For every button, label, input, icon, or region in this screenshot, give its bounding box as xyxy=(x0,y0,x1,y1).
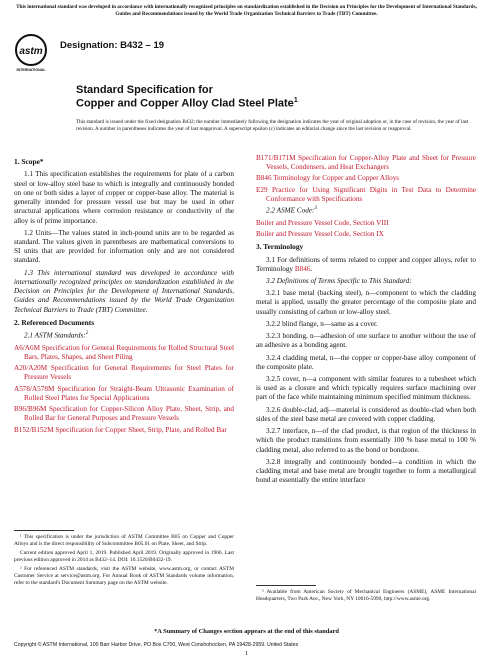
para-3-2-3: 3.2.3 bonding, n—adhesion of one surface to another without the use of an adhesive as a bonding agent. xyxy=(256,332,476,350)
astm-logo-icon xyxy=(14,33,48,73)
terminology-heading: 3. Terminology xyxy=(256,242,304,252)
footnote-3: ³ Available from American Society of Mechanical Engineers (ASME), ASME International Headquarters, Two Park Ave., New York, NY 10016-5990, http://www.asme.org. xyxy=(256,589,476,603)
ref-item[interactable] xyxy=(14,405,234,423)
ref-item[interactable] xyxy=(256,154,476,172)
left-column xyxy=(14,154,234,437)
para-1-3: 1.3 This international standard was developed in accordance with internationally recognized principles on standardization established in the Decision on Principles for the Development of International Standards, Guides and Recommendations issued by the World Trade Organization Technical Barriers to Trade (TBT) Committee. xyxy=(14,268,234,314)
left-footnotes xyxy=(14,530,234,589)
footnote-mark-3: 3 xyxy=(314,206,317,212)
scope-heading: 1. Scope* xyxy=(14,157,44,166)
ref-item[interactable] xyxy=(256,186,476,204)
summary-of-changes-note: *A Summary of Changes section appears at the end of this standard xyxy=(154,628,339,635)
tbt-notice: This international standard was developed in accordance with internationally recognized principles on standardization established in the Decision on Principles for the Development of International Standards, Guides and Recommendations issued by the World Trade Organization Technical Barriers to Trade (TBT) Committee. xyxy=(16,4,477,17)
astm-standards-label: 2.1 ASTM Standards: xyxy=(24,331,86,340)
footnote-1: ¹ This specification is under the jurisdiction of ASTM Committee B05 on Copper and Copper Alloys and is the direct responsibility of Subcommittee B05.01 on Plate, Sheet, and Strip. xyxy=(14,534,234,548)
ref-title[interactable]: Specification for Straight-Beam Ultrasonic Examination of Rolled Steel Plates for Special Applications xyxy=(24,384,234,402)
document-title xyxy=(76,84,298,111)
ref-code[interactable]: B152/B152M xyxy=(14,425,54,434)
para-2-1 xyxy=(14,331,234,341)
ref-item[interactable] xyxy=(14,426,234,435)
ref-title[interactable]: Specification for Copper-Alloy Plate and Sheet for Pressure Vessels, Condensers, and Heat Exchangers xyxy=(266,154,476,172)
para-3-2-4: 3.2.4 cladding metal, n—the copper or copper-base alloy component of the composite plate. xyxy=(256,353,476,371)
para-3-2-5: 3.2.5 cover, n—a component with similar features to a tubesheet which is used as a closure and which typically requires surface machining over part of the face while maintaining minimum specified minimum thickness. xyxy=(256,375,476,402)
para-3-2: 3.2 Definitions of Terms Specific to This Standard: xyxy=(266,277,412,286)
issued-note: This standard is issued under the fixed designation B432; the number immediately following the designation indicates the year of original adoption or, in the case of revision, the year of last revision. A number in parentheses indicates the year of last reapproval. A superscript epsilon (ε) indicates an editorial change since the last revision or reapproval. xyxy=(76,119,469,132)
ref-code[interactable]: B96/B96M xyxy=(14,405,47,414)
referenced-documents-heading: 2. Referenced Documents xyxy=(14,317,95,327)
para-2-2 xyxy=(256,206,476,216)
ref-title[interactable]: Specification for General Requirements for Rolled Structural Steel Bars, Plates, Shapes, and Sheet Piling xyxy=(24,343,234,362)
asme-ref-section-ix[interactable]: Boiler and Pressure Vessel Code, Section IX xyxy=(256,229,384,238)
footnote-mark-2: 2 xyxy=(85,331,89,337)
asme-code-label: 2.2 ASME Code: xyxy=(266,206,315,215)
svg-text:INTERNATIONAL: INTERNATIONAL xyxy=(16,68,46,72)
ref-code[interactable]: B171/B171M xyxy=(256,154,296,162)
title-line-2 xyxy=(76,97,298,111)
para-3-2-1: 3.2.1 base metal (backing steel), n—component to which the cladding metal is applied, usually the greater percentage of the composite plate and usually consisting of carbon or low-alloy steel. xyxy=(256,289,476,316)
ref-item[interactable] xyxy=(14,364,234,382)
ref-code[interactable]: A20/A20M xyxy=(14,364,48,373)
ref-item[interactable] xyxy=(14,385,234,403)
copyright: Copyright © ASTM International, 100 Barr Harbor Drive, PO Box C700, West Conshohocken, PA 19428-2959. United States xyxy=(14,642,299,648)
ref-code[interactable]: A6/A6M xyxy=(14,343,40,352)
designation: Designation: B432 – 19 xyxy=(60,40,165,51)
ref-code[interactable]: A578/A578M xyxy=(14,384,55,393)
asme-ref-section-viii[interactable]: Boiler and Pressure Vessel Code, Section VIII xyxy=(256,218,389,227)
footnote-2: ² For referenced ASTM standards, visit the ASTM website, www.astm.org, or contact ASTM Customer Service at service@astm.org. For Annual Book of ASTM Standards volume information, refer to the standard's Document Summary page on the ASTM website. xyxy=(14,566,234,587)
footnote-1-edition: Current edition approved April 1, 2019. Published April 2019. Originally approved in 1966. Last previous edition approved in 2014 as B432–14. DOI: 10.1520/B0432-19. xyxy=(14,550,234,564)
b846-link[interactable]: B846 xyxy=(294,264,311,273)
page-number: 1 xyxy=(244,650,249,657)
right-column xyxy=(256,154,476,488)
ref-title[interactable]: Terminology for Copper and Copper Alloys xyxy=(271,174,400,183)
para-3-1 xyxy=(256,256,476,274)
ref-code[interactable]: B846 xyxy=(256,174,272,183)
ref-item[interactable] xyxy=(256,174,476,183)
ref-title[interactable]: Specification for General Requirements for Steel Plates for Pressure Vessels xyxy=(24,364,234,382)
ref-title[interactable]: Specification for Copper Sheet, Strip, Plate, and Rolled Bar xyxy=(53,425,227,434)
title-footnote-mark: 1 xyxy=(293,97,298,105)
ref-item[interactable] xyxy=(14,344,234,362)
para-1-2: 1.2 Units—The values stated in inch-pound units are to be regarded as standard. The values given in parentheses are mathematical conversions to SI units that are provided for information only and are not considered standard. xyxy=(14,228,234,265)
para-3-2-2: 3.2.2 blind flange, n—same as a cover. xyxy=(266,319,378,328)
right-footnotes xyxy=(256,585,476,605)
para-3-2-7: 3.2.7 interface, n—of the clad product, is that region of the thickness in which the product transitions from essentially 100 % base metal to 100 % cladding metal, also referred to as the bond or bondzone. xyxy=(256,427,476,454)
ref-title[interactable]: Practice for Using Significant Digits in Test Data to Determine Conformance with Specifications xyxy=(266,185,476,203)
para-3-1-text: 3.1 For definitions of terms related to copper and copper alloys, refer to Terminology xyxy=(256,255,476,273)
svg-text:astm: astm xyxy=(19,46,43,57)
para-3-2-8: 3.2.8 integrally and continuously bonded—a condition in which the cladding metal and base metal are brought together to form a metallurgical bond at essentially the entire interface xyxy=(256,457,476,485)
title-line-1: Standard Specification for xyxy=(76,84,213,96)
footnote-rule xyxy=(256,585,316,586)
para-1-1: 1.1 This specification establishes the requirements for plate of a carbon steel or low-alloy steel base to which is integrally and continuously bonded on one or both sides a layer of copper or copper-base alloy. The material is generally intended for pressure vessel use but may be used in other structural applications where corrosion resistance or conductivity of the alloy is of prime importance. xyxy=(14,170,234,225)
para-3-1-end: . xyxy=(310,264,313,273)
footnote-rule xyxy=(14,530,74,531)
para-3-2-6: 3.2.6 double-clad, adj—material is considered as double-clad when both sides of the steel base metal are covered with copper cladding. xyxy=(256,405,476,423)
ref-code[interactable]: E29 xyxy=(256,185,268,194)
title-text: Copper and Copper Alloy Clad Steel Plate xyxy=(76,97,294,110)
ref-title[interactable]: Specification for Copper-Silicon Alloy Plate, Sheet, Strip, and Rolled Bar for General Purposes and Pressure Vessels xyxy=(24,405,234,423)
